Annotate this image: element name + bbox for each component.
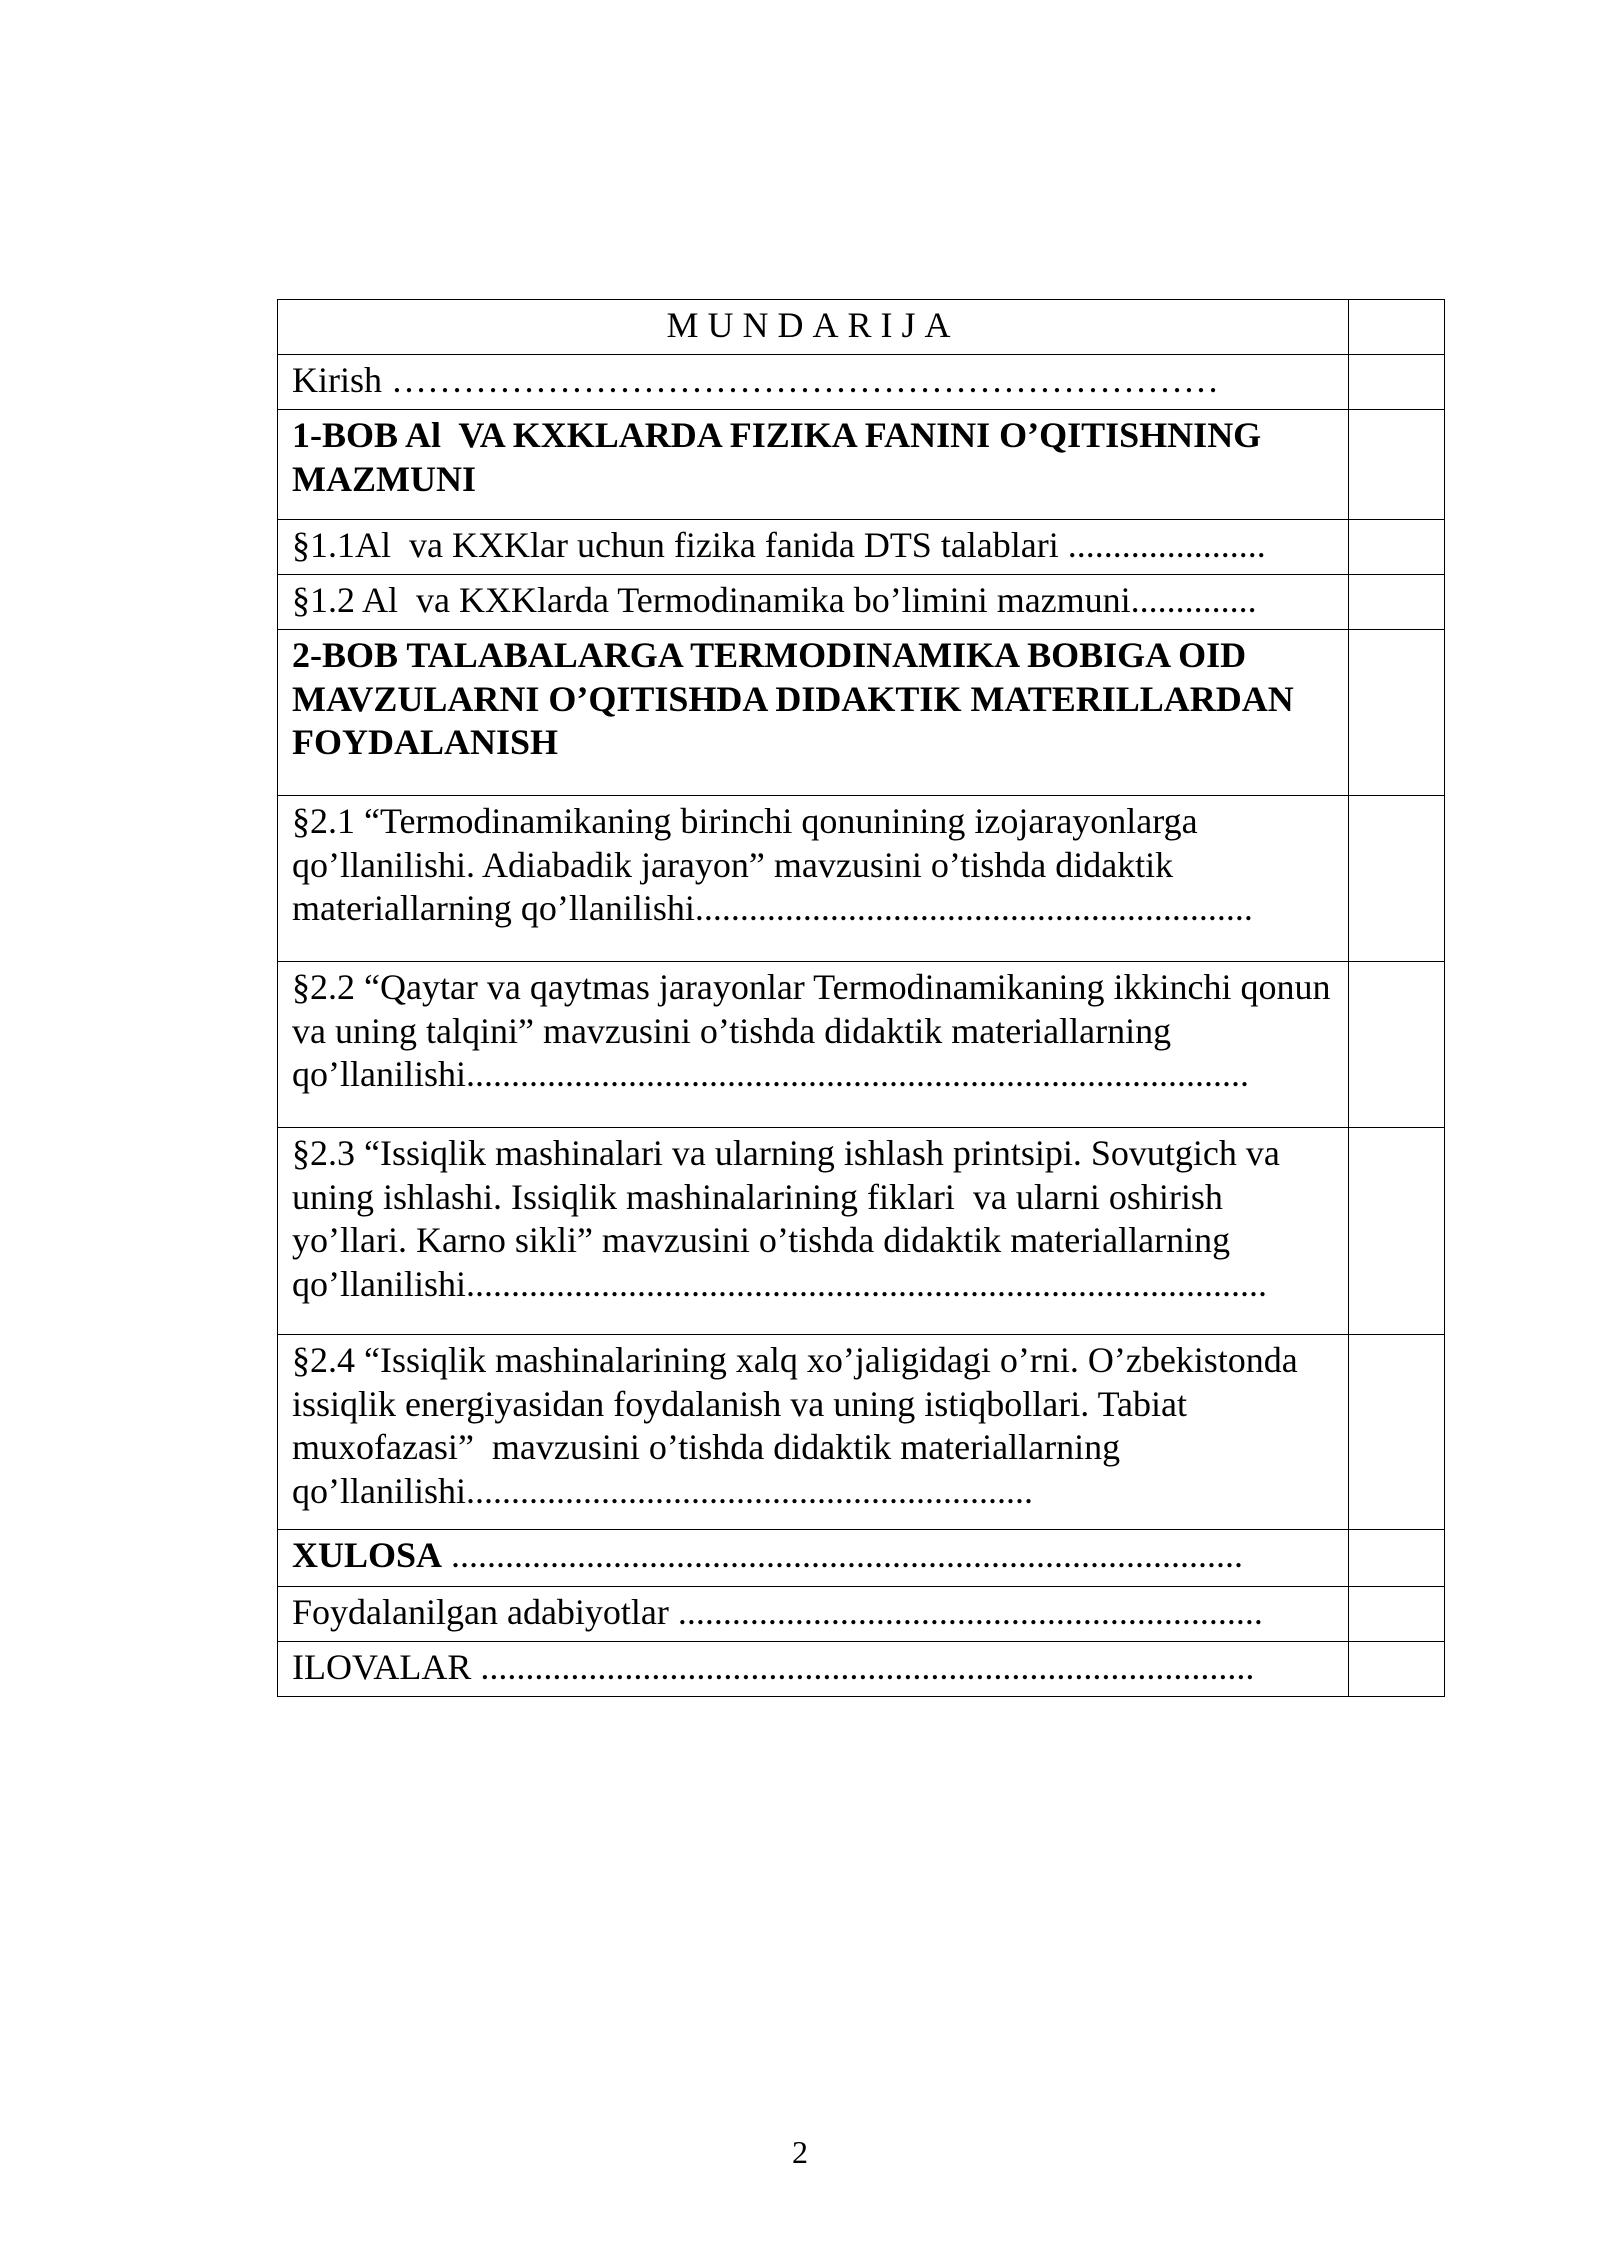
toc-page-cell [1349,962,1445,1128]
toc-row [278,630,1445,796]
toc-row [278,1642,1445,1697]
toc-row [278,1587,1445,1642]
toc-entry-text: Foydalanilgan adabiyotlar ................................................................. [292,1592,1263,1632]
toc-row [278,962,1445,1128]
toc-entry [278,575,1349,630]
toc-entry [278,962,1349,1128]
toc-row [278,575,1445,630]
toc-entry [278,410,1349,520]
toc-entry-text: §1.2 Al va KXKlarda Termodinamika bo’limini mazmuni.............. [292,580,1257,620]
toc-page-cell [1349,1642,1445,1697]
table-of-contents [277,299,1445,1697]
toc-entry-text: §1.1Al va KXKlar uchun fizika fanida DTS talablari ...................... [292,525,1266,565]
toc-entry [278,1530,1349,1587]
toc-entry-text: §2.2 “Qaytar va qaytmas jarayonlar Termodinamikaning ikkinchi qonun va uning talqini” mavzusini o’tishda didaktik materiallarning qo’llanilishi....................................................................................... [292,967,1340,1094]
toc-row [278,520,1445,575]
toc-page-cell [1349,796,1445,962]
toc-entry [278,1128,1349,1335]
toc-entry-text: Kirish …………………………………………………………… [292,360,1219,400]
toc-title: MUNDARIJA [278,300,1349,355]
toc-title-row [278,300,1445,355]
page-number: 2 [792,2134,808,2170]
toc-row [278,1128,1445,1335]
toc-entry [278,355,1349,410]
toc-entry-text: 1-BOB Al VA KXKLARDA FIZIKA FANINI O’QITISHNING MAZMUNI [292,415,1271,499]
toc-entry-text: 2-BOB TALABALARGA TERMODINAMIKA BOBIGA OID MAVZULARNI O’QITISHDA DIDAKTIK MATERILLARDAN FOYDALANISH [292,635,1303,762]
toc-row [278,355,1445,410]
toc-entry-text: ILOVALAR ...................................................................................... [292,1647,1255,1687]
toc-page-cell [1349,1587,1445,1642]
toc-entry [278,1587,1349,1642]
toc-entry [278,1335,1349,1530]
toc-row [278,1530,1445,1587]
toc-page-cell [1349,410,1445,520]
toc-entry-label: XULOSA [292,1535,443,1575]
toc-entry [278,1642,1349,1697]
toc-row [278,796,1445,962]
toc-page-cell [1349,1530,1445,1587]
toc-page-cell [1349,355,1445,410]
toc-page-cell [1349,575,1445,630]
toc-page-cell [1349,1128,1445,1335]
toc-page-cell [1349,520,1445,575]
toc-entry [278,796,1349,962]
toc-entry [278,630,1349,796]
toc-row [278,1335,1445,1530]
toc-entry-text: §2.1 “Termodinamikaning birinchi qonunining izojarayonlarga qo’llanilishi. Adiabadik jarayon” mavzusini o’tishda didaktik materiallarning qo’llanilishi.............................................................. [292,801,1253,928]
toc-page-cell [1349,1335,1445,1530]
toc-entry-leader: ........................................................................................ [442,1535,1244,1575]
toc-entry-text: §2.4 “Issiqlik mashinalarining xalq xo’jaligidagi o’rni. O’zbekistonda issiqlik energiyasidan foydalanish va uning istiqbollari. Tabiat muxofazasi” mavzusini o’tishda didaktik materiallarning qo’llanilishi............................................................... [292,1340,1307,1511]
toc-entry-text: §2.3 “Issiqlik mashinalari va ularning ishlash printsipi. Sovutgich va uning ishlashi. Issiqlik mashinalarining fiklari va ularni oshirish yo’llari. Karno sikli” mavzusini o’tishda didaktik materiallarning qo’llanilishi......................................................................................... [292,1133,1289,1304]
toc-entry [278,520,1349,575]
toc-page-cell [1349,630,1445,796]
toc-page-cell [1349,300,1445,355]
toc-row [278,410,1445,520]
